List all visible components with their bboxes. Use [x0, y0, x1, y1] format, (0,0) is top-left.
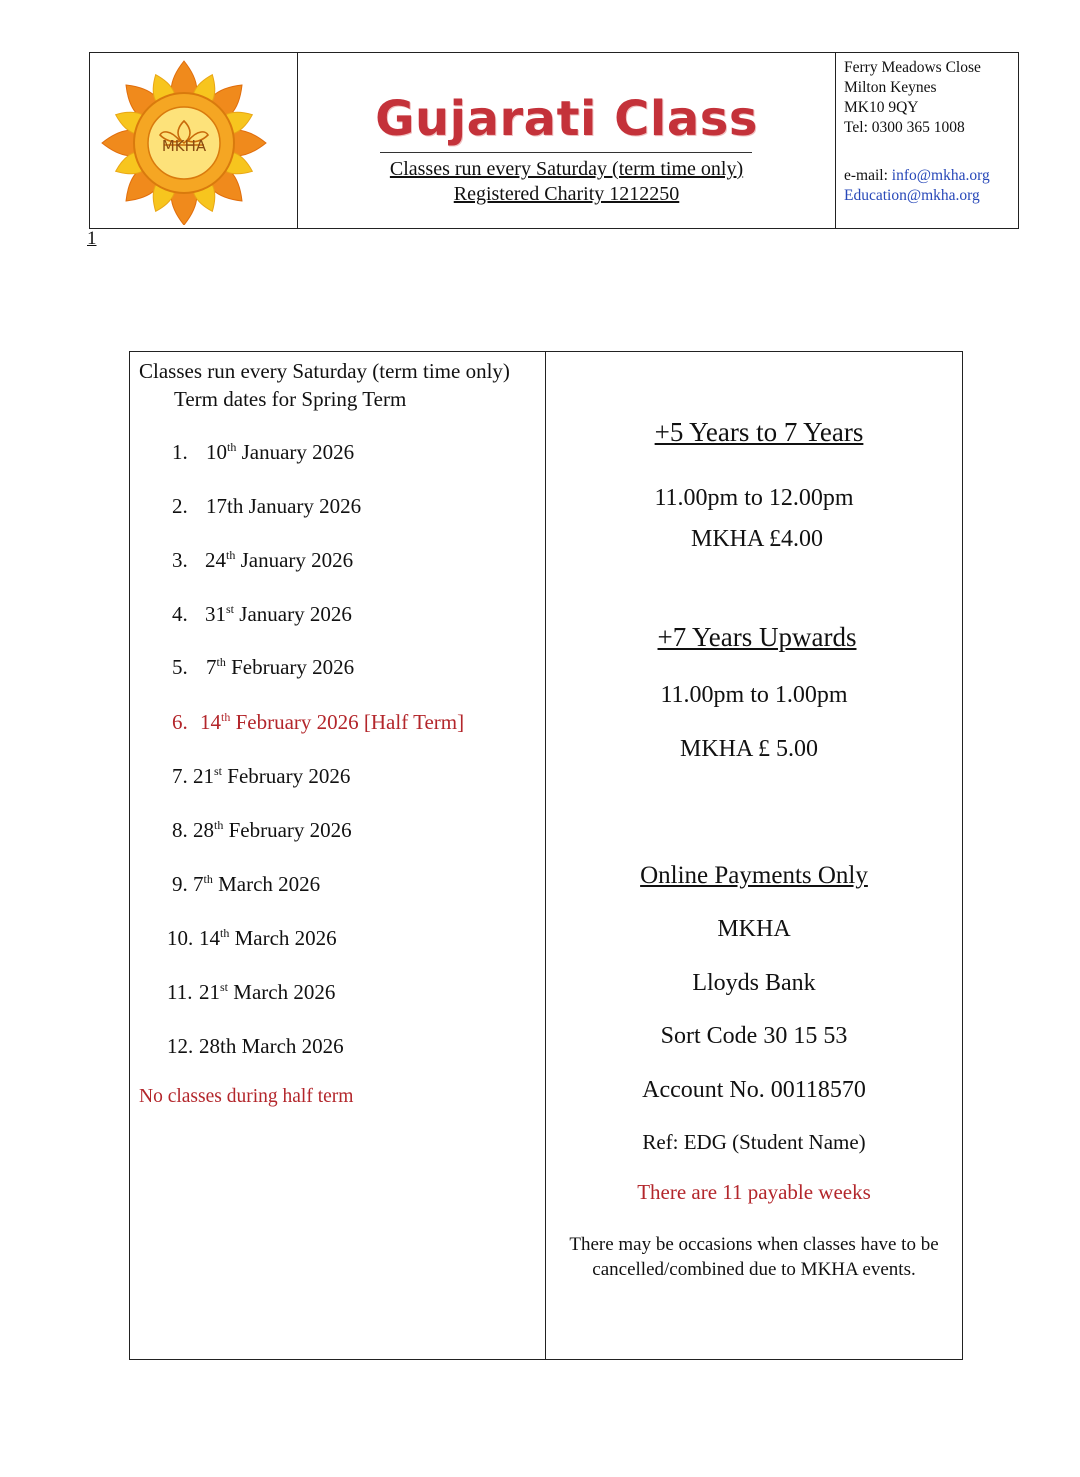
date-suffix: th	[203, 872, 213, 886]
term-date-item	[167, 926, 337, 951]
term-date-item	[172, 872, 320, 897]
date-day: 17th January 2026	[206, 494, 362, 518]
item-number: 11.	[167, 980, 193, 1004]
logo-text: MKHA	[161, 137, 207, 155]
date-day: 10	[206, 440, 227, 464]
class-fee: MKHA £4.00	[690, 526, 823, 552]
term-date-item	[172, 602, 352, 627]
date-day: 28th March 2026	[199, 1034, 344, 1058]
sort-code: Sort Code 30 15 53	[660, 1023, 848, 1049]
date-suffix: th	[216, 655, 226, 669]
address-line: Milton Keynes	[844, 79, 937, 96]
term-info-table	[129, 351, 963, 1360]
education-email-link[interactable]: Education@mkha.org	[844, 187, 980, 204]
class-time: 11.00pm to 12.00pm	[654, 485, 854, 511]
bank-name: Lloyds Bank	[692, 970, 816, 996]
page-number: 1	[87, 228, 97, 249]
date-suffix: th	[221, 710, 231, 724]
contact-cell	[836, 53, 1018, 228]
item-number: 8.	[172, 818, 188, 842]
item-number: 7.	[172, 764, 188, 788]
date-rest: January 2026	[234, 602, 352, 626]
schedule-intro: Classes run every Saturday (term time only)	[139, 359, 510, 383]
term-date-item	[172, 548, 353, 573]
item-number: 4.	[172, 602, 188, 626]
term-date-item	[172, 440, 354, 465]
date-rest: January 2026	[235, 548, 354, 572]
item-number: 1.	[172, 440, 188, 464]
item-number: 3.	[172, 548, 188, 572]
title-cell	[298, 53, 836, 228]
subtitle-charity: Registered Charity 1212250	[453, 183, 680, 205]
date-day: 31	[205, 602, 226, 626]
subtitle-schedule: Classes run every Saturday (term time only)	[389, 158, 744, 180]
phone-number: Tel: 0300 365 1008	[844, 119, 965, 136]
term-date-item	[172, 764, 350, 789]
date-rest: March 2026	[212, 872, 321, 896]
fees-payment-column	[546, 352, 962, 1359]
date-rest: January 2026	[236, 440, 355, 464]
item-number: 5.	[172, 655, 188, 679]
class-fee: MKHA £ 5.00	[679, 736, 818, 762]
date-day: 14	[199, 926, 220, 950]
logo-cell	[90, 53, 298, 228]
address-line: MK10 9QY	[844, 99, 919, 116]
disclaimer-line: There may be occasions when classes have to be	[569, 1234, 939, 1255]
letterhead	[89, 52, 1019, 229]
date-suffix: th	[226, 548, 236, 562]
date-rest: February 2026	[225, 655, 355, 679]
age-group-heading: +7 Years Upwards	[657, 622, 857, 652]
date-day: 21	[193, 764, 214, 788]
term-date-item	[167, 1034, 344, 1059]
date-day: 7	[193, 872, 204, 896]
email-link[interactable]: info@mkha.org	[891, 167, 990, 184]
date-suffix: st	[226, 602, 235, 616]
term-dates-column	[130, 352, 546, 1359]
payment-heading: Online Payments Only	[640, 862, 868, 889]
date-suffix: st	[220, 980, 229, 994]
class-time: 11.00pm to 1.00pm	[660, 682, 848, 708]
date-rest: February 2026	[222, 764, 351, 788]
disclaimer-line: cancelled/combined due to MKHA events.	[592, 1259, 916, 1280]
term-date-item	[172, 655, 354, 680]
date-rest: February 2026 [Half Term]	[230, 710, 465, 734]
payment-reference: Ref: EDG (Student Name)	[642, 1130, 866, 1154]
age-group-heading: +5 Years to 7 Years	[654, 417, 864, 447]
date-suffix: th	[220, 926, 230, 940]
date-rest: March 2026	[228, 980, 336, 1004]
item-number: 2.	[172, 494, 188, 518]
item-number: 6.	[172, 710, 188, 734]
date-day: 14	[200, 710, 221, 734]
date-rest: March 2026	[229, 926, 337, 950]
disclaimer	[546, 1232, 962, 1282]
date-day: 28	[193, 818, 214, 842]
term-date-item	[172, 818, 352, 843]
title-divider	[380, 152, 752, 153]
term-heading: Term dates for Spring Term	[174, 387, 407, 411]
page-title: Gujarati Class	[375, 91, 758, 147]
half-term-date-item	[172, 710, 464, 735]
item-number: 12.	[167, 1034, 194, 1058]
address-block	[844, 58, 981, 138]
date-day: 24	[205, 548, 226, 572]
date-rest: February 2026	[223, 818, 352, 842]
account-number: Account No. 00118570	[642, 1077, 866, 1103]
item-number: 9.	[172, 872, 188, 896]
term-date-item	[167, 980, 335, 1005]
mkha-logo	[92, 57, 272, 225]
date-suffix: st	[214, 764, 223, 778]
term-date-item	[172, 494, 361, 519]
email-label: e-mail:	[844, 167, 892, 184]
payable-weeks-note: There are 11 payable weeks	[637, 1180, 871, 1204]
payee-name: MKHA	[717, 916, 791, 942]
date-day: 21	[199, 980, 220, 1004]
half-term-note: No classes during half term	[139, 1086, 354, 1107]
item-number: 10.	[167, 926, 194, 950]
date-suffix: th	[214, 818, 224, 832]
address-line: Ferry Meadows Close	[844, 59, 981, 76]
date-suffix: th	[227, 440, 237, 454]
email-block	[844, 166, 990, 206]
date-day: 7	[206, 655, 217, 679]
